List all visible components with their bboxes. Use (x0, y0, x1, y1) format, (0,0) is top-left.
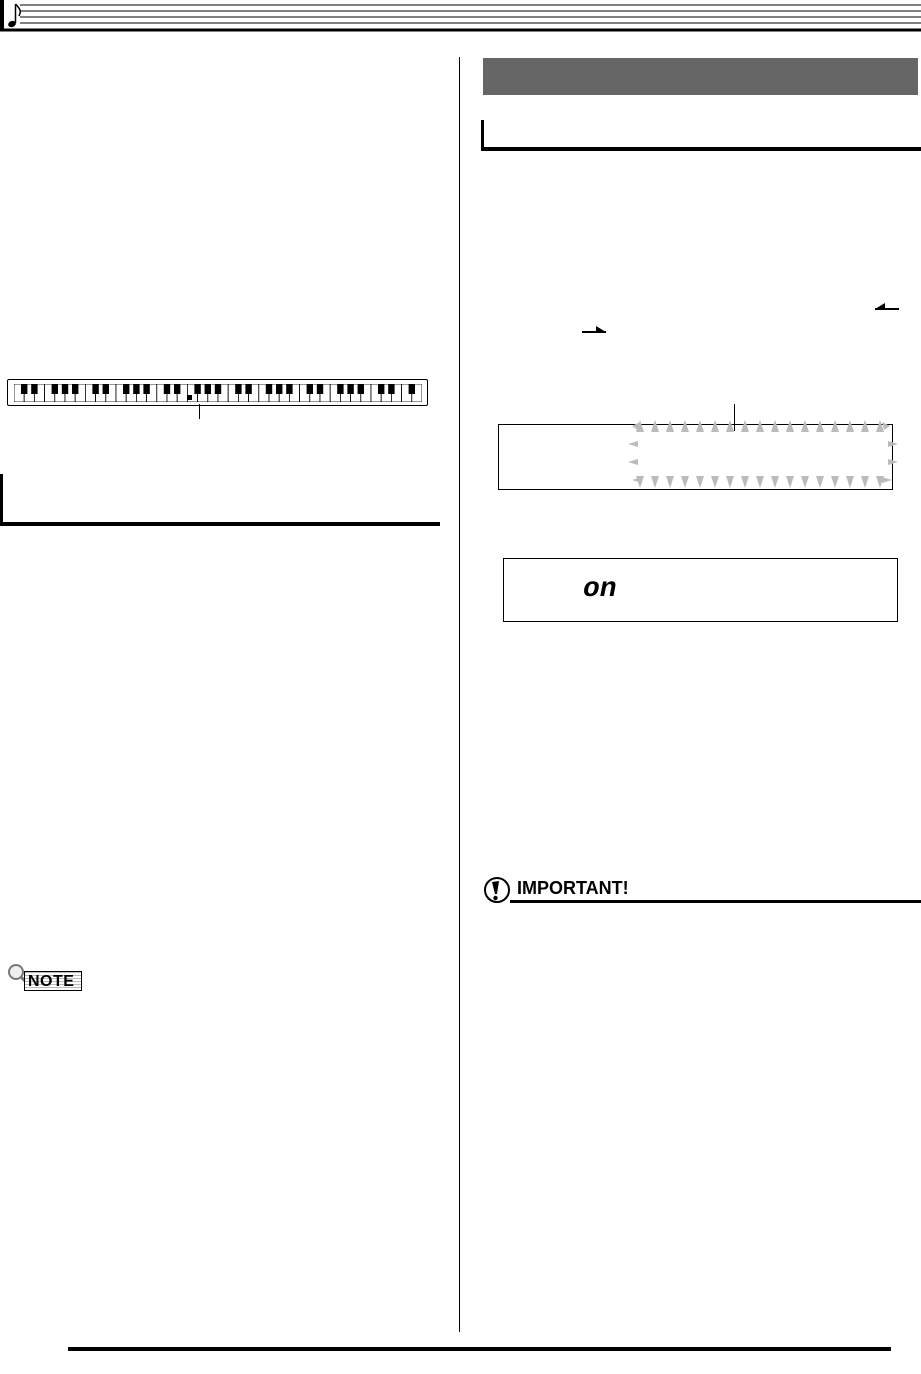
lcd-indicator-top (786, 420, 794, 432)
black-key (347, 384, 353, 394)
lcd-indicator-bottom (741, 476, 749, 488)
right-arrow-icon (580, 324, 610, 334)
black-key (286, 384, 292, 394)
lcd-indicator-top (726, 420, 734, 432)
keyboard-marker (187, 395, 192, 400)
lcd-indicator-top (756, 420, 764, 432)
black-key (164, 384, 170, 394)
black-key (378, 384, 384, 394)
svg-text:on: on (583, 574, 617, 602)
lcd-display-on (503, 558, 898, 622)
column-divider (459, 57, 460, 1332)
black-key (62, 384, 68, 394)
lcd-indicator-bottom (666, 476, 674, 488)
black-key (123, 384, 129, 394)
lcd-indicator-bottom (726, 476, 734, 488)
black-key (276, 384, 282, 394)
header-staff (0, 0, 921, 34)
black-key (317, 384, 323, 394)
lcd-indicator-right (882, 477, 892, 483)
black-key (21, 384, 27, 394)
black-key (358, 384, 364, 394)
lcd-indicator-right (882, 422, 890, 430)
lcd-indicator-top (816, 420, 824, 432)
lcd-indicator-bottom (861, 476, 869, 488)
lcd-indicator-bottom (651, 476, 659, 488)
lcd-indicator-bottom (831, 476, 839, 488)
black-key (337, 384, 343, 394)
keyboard-diagram (14, 384, 422, 402)
lcd-indicator-bottom (786, 476, 794, 488)
lcd-blinking-indicators (600, 404, 905, 499)
section-heading-bar (483, 58, 918, 95)
lcd-indicator-top (801, 420, 809, 432)
lcd-indicator-bottom (696, 476, 704, 488)
black-key (103, 384, 109, 394)
black-key (92, 384, 98, 394)
black-key (215, 384, 221, 394)
black-key (194, 384, 200, 394)
black-key (235, 384, 241, 394)
lcd-indicator-top (666, 420, 674, 432)
lcd-indicator-top (741, 420, 749, 432)
lcd-indicator-right (888, 459, 898, 465)
black-key (205, 384, 211, 394)
note-label (24, 971, 82, 991)
black-key (388, 384, 394, 394)
black-key (72, 384, 78, 394)
lcd-indicator-top (651, 420, 659, 432)
lcd-indicator-bottom (771, 476, 779, 488)
black-key (133, 384, 139, 394)
lcd-indicator-top (696, 420, 704, 432)
lcd-indicator-bottom (681, 476, 689, 488)
on-display-text (583, 574, 633, 602)
black-key (143, 384, 149, 394)
lcd-indicator-top (831, 420, 839, 432)
lcd-indicator-top (846, 420, 854, 432)
note-label-text: NOTE (28, 973, 75, 990)
lcd-indicator-bottom (801, 476, 809, 488)
eighth-note-icon (7, 4, 20, 28)
lcd-indicator-bottom (711, 476, 719, 488)
subsection-heading-right (481, 120, 921, 151)
black-key (31, 384, 37, 394)
important-label: IMPORTANT! (517, 878, 629, 898)
exclamation-icon (483, 875, 511, 905)
lcd-indicator-top (681, 420, 689, 432)
lcd-indicator-left (628, 441, 638, 447)
black-key (266, 384, 272, 394)
black-key (52, 384, 58, 394)
lcd-indicator-left (628, 459, 638, 465)
keyboard-pointer-line (199, 404, 200, 419)
lcd-indicator-top (771, 420, 779, 432)
important-rule (510, 900, 921, 903)
subsection-heading-left (0, 474, 440, 526)
black-key (409, 384, 415, 394)
black-key (307, 384, 313, 394)
footer-rule (68, 1347, 891, 1351)
lcd-indicator-top (861, 420, 869, 432)
lcd-indicator-top (711, 420, 719, 432)
black-key (245, 384, 251, 394)
lcd-indicator-bottom (846, 476, 854, 488)
lcd-indicator-bottom (756, 476, 764, 488)
black-key (174, 384, 180, 394)
lcd-indicator-top (876, 420, 884, 432)
lcd-indicator-bottom (816, 476, 824, 488)
lcd-indicator-right (888, 441, 898, 447)
left-arrow-icon (873, 301, 903, 311)
